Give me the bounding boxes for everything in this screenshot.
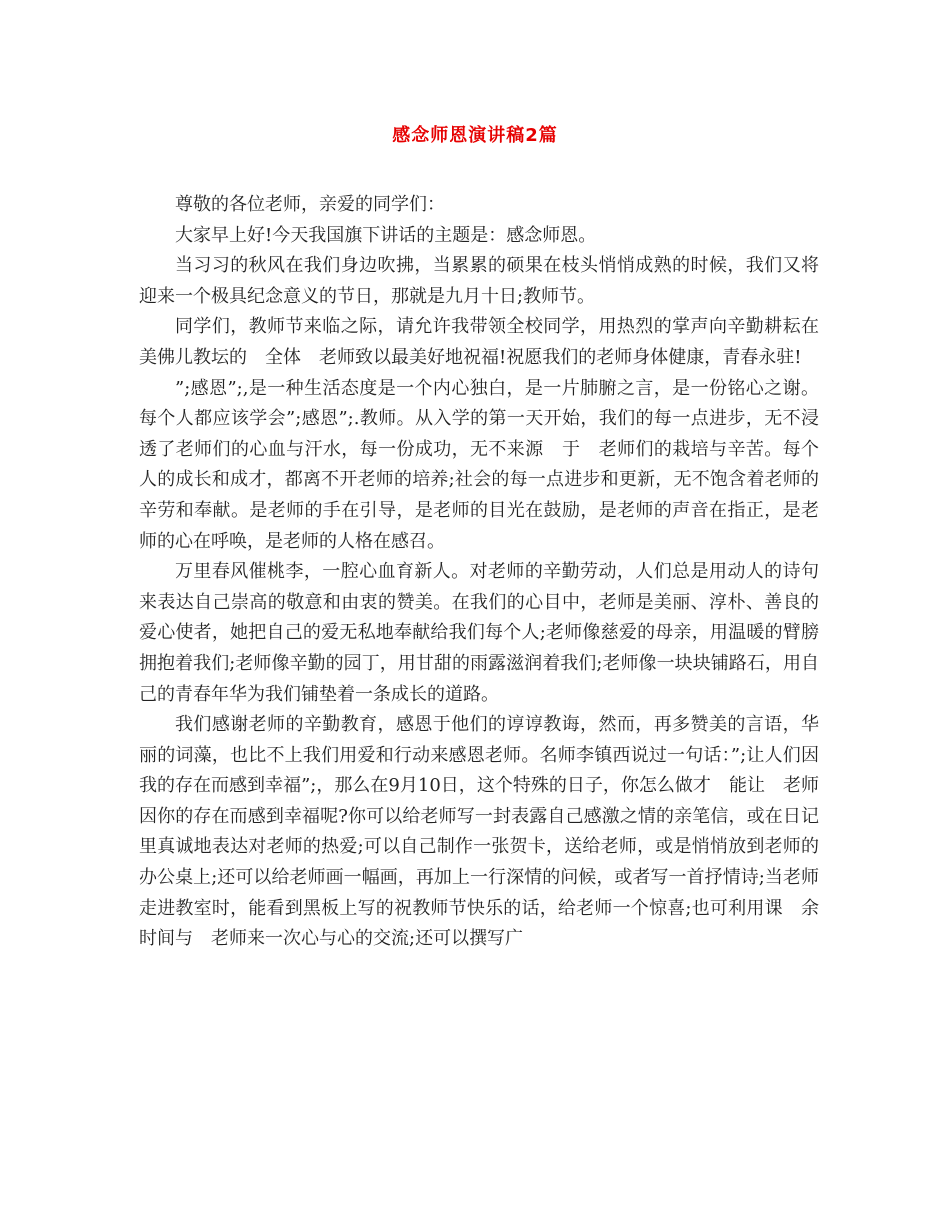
paragraph-praise: 万里春风催桃李，一腔心血育新人。对老师的辛勤劳动，人们总是用动人的诗句来表达自己崇高的敬意和由衷的赞美。在我们的心目中，老师是美丽、淳朴、善良的爱心使者，她把自己的爱无私地奉献给我们每个人;老师像慈爱的母亲，用温暖的臂膀拥抱着我们;老师像辛勤的园丁，用甘甜的雨露滋润着我们;老师像一块块铺路石，用自己的青春年华为我们铺垫着一条成长的道路。 bbox=[139, 561, 819, 705]
paragraph-blessing: 同学们，教师节来临之际，请允许我带领全校同学，用热烈的掌声向辛勤耕耘在美佛儿教坛的 全体 老师致以最美好地祝福!祝愿我们的老师身体健康，青春永驻! bbox=[139, 316, 819, 368]
paragraph-action: 我们感谢老师的辛勤教育，感恩于他们的谆谆教诲，然而，再多赞美的言语，华丽的词藻，也比不上我们用爱和行动来感恩老师。名师李镇西说过一句话：”;让人们因我的存在而感到幸福”;，那么在9月10日，这个特殊的日子，你怎么做才 能让 老师因你的存在而感到幸福呢?你可以给老师写一封表露自己感激之情的亲笔信，或在日记里真诚地表达对老师的热爱;可以自己制作一张贺卡，送给老师，或是悄悄放到老师的办公桌上;还可以给老师画一幅画，再加上一行深情的问候，或者写一首抒情诗;当老师走进教室时，能看到黑板上写的祝教师节快乐的话，给老师一个惊喜;也可利用课 余时间与 老师来一次心与心的交流;还可以撰写广 bbox=[139, 714, 819, 950]
paragraph-greeting: 尊敬的各位老师，亲爱的同学们： bbox=[175, 194, 445, 215]
paragraph-gratitude: ”;感恩”;,是一种生活态度是一个内心独白，是一片肺腑之言，是一份铭心之谢。每个人都应该学会”;感恩”;.教师。从入学的第一天开始，我们的每一点进步，无不浸透了老师们的心血与汗水，每一份成功，无不来源 于 老师们的栽培与辛苦。每个人的成长和成才，都离不开老师的培养;社会的每一点进步和更新，无不饱含着老师的辛劳和奉献。是老师的手在引导，是老师的目光在鼓励，是老师的声音在指正，是老师的心在呼唤，是老师的人格在感召。 bbox=[139, 377, 819, 552]
paragraph-opening: 大家早上好!今天我国旗下讲话的主题是：感念师恩。 bbox=[175, 224, 597, 246]
document-body bbox=[139, 190, 819, 955]
paragraph-autumn: 当习习的秋风在我们身边吹拂，当累累的硕果在枝头悄悄成熟的时候，我们又将迎来一个极具纪念意义的节日，那就是九月十日;教师节。 bbox=[139, 255, 819, 307]
document-title: 感念师恩演讲稿2篇 bbox=[392, 125, 558, 146]
